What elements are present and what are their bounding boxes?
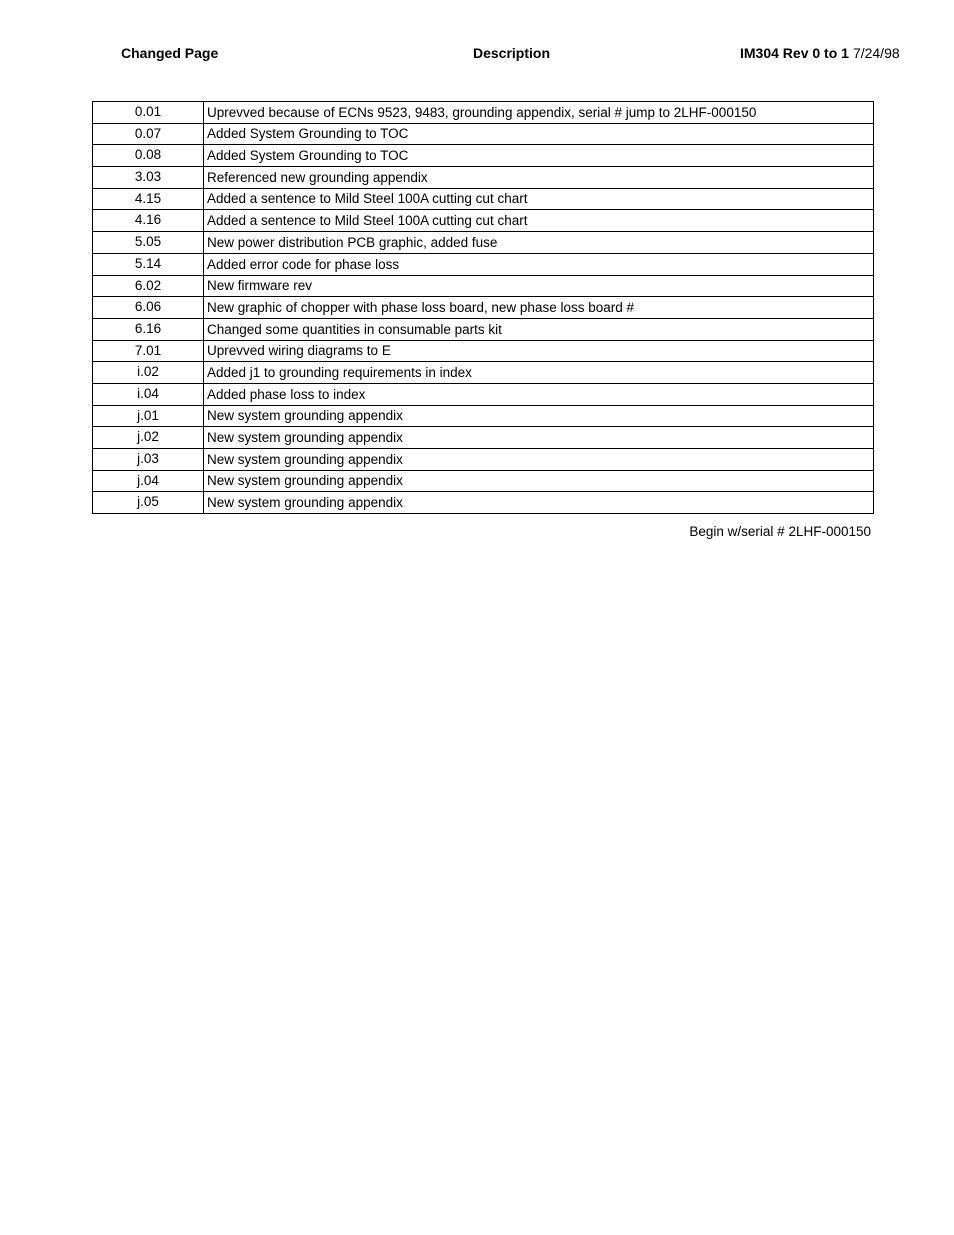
table-row <box>93 253 874 275</box>
description-cell: Added a sentence to Mild Steel 100A cutting cut chart <box>204 210 874 232</box>
revision-date: 7/24/98 <box>852 45 900 61</box>
changed-page-cell: 4.16 <box>93 210 204 232</box>
changed-page-cell: 0.07 <box>93 123 204 145</box>
table-row <box>93 427 874 449</box>
changes-table <box>92 101 874 514</box>
description-cell: Uprevved because of ECNs 9523, 9483, grounding appendix, serial # jump to 2LHF-000150 <box>204 102 874 124</box>
table-row <box>93 340 874 362</box>
description-cell: New system grounding appendix <box>204 492 874 514</box>
description-header: Description <box>473 45 551 61</box>
table-row <box>93 275 874 297</box>
changed-page-cell: j.02 <box>93 427 204 449</box>
changed-page-cell: 5.05 <box>93 232 204 254</box>
description-cell: Referenced new grounding appendix <box>204 167 874 189</box>
serial-note: Begin w/serial # 2LHF-000150 <box>689 524 871 539</box>
changed-page-cell: 0.01 <box>93 102 204 124</box>
changed-page-cell: 5.14 <box>93 253 204 275</box>
changed-page-cell: j.04 <box>93 470 204 492</box>
description-cell: New power distribution PCB graphic, added fuse <box>204 232 874 254</box>
description-cell: Added phase loss to index <box>204 383 874 405</box>
changed-page-cell: i.02 <box>93 362 204 384</box>
description-cell: Added j1 to grounding requirements in index <box>204 362 874 384</box>
changed-page-cell: i.04 <box>93 383 204 405</box>
table-row <box>93 297 874 319</box>
table-row <box>93 102 874 124</box>
description-cell: New system grounding appendix <box>204 405 874 427</box>
changed-page-cell: j.05 <box>93 492 204 514</box>
changed-page-cell: j.03 <box>93 449 204 471</box>
description-cell: New graphic of chopper with phase loss board, new phase loss board # <box>204 297 874 319</box>
table-row <box>93 470 874 492</box>
table-row <box>93 383 874 405</box>
description-cell: Added a sentence to Mild Steel 100A cutting cut chart <box>204 188 874 210</box>
description-cell: Changed some quantities in consumable parts kit <box>204 318 874 340</box>
changed-page-cell: 6.06 <box>93 297 204 319</box>
changed-page-cell: 3.03 <box>93 167 204 189</box>
changed-page-cell: 6.02 <box>93 275 204 297</box>
table-row <box>93 210 874 232</box>
description-cell: New system grounding appendix <box>204 470 874 492</box>
description-cell: New system grounding appendix <box>204 449 874 471</box>
table-row <box>93 492 874 514</box>
table-row <box>93 145 874 167</box>
table-row <box>93 362 874 384</box>
changes-table-body <box>93 102 874 514</box>
table-row <box>93 449 874 471</box>
table-row <box>93 232 874 254</box>
changed-page-cell: 0.08 <box>93 145 204 167</box>
changed-page-header: Changed Page <box>121 45 219 61</box>
table-row <box>93 318 874 340</box>
description-cell: New firmware rev <box>204 275 874 297</box>
changed-page-cell: j.01 <box>93 405 204 427</box>
document-revision: IM304 Rev 0 to 1 <box>740 45 849 61</box>
changed-page-cell: 7.01 <box>93 340 204 362</box>
changed-page-cell: 4.15 <box>93 188 204 210</box>
description-cell: Added System Grounding to TOC <box>204 145 874 167</box>
table-row <box>93 188 874 210</box>
changed-page-cell: 6.16 <box>93 318 204 340</box>
description-cell: Added error code for phase loss <box>204 253 874 275</box>
table-row <box>93 405 874 427</box>
table-row <box>93 123 874 145</box>
table-row <box>93 167 874 189</box>
description-cell: New system grounding appendix <box>204 427 874 449</box>
description-cell: Uprevved wiring diagrams to E <box>204 340 874 362</box>
document-revision-header <box>740 45 900 61</box>
description-cell: Added System Grounding to TOC <box>204 123 874 145</box>
